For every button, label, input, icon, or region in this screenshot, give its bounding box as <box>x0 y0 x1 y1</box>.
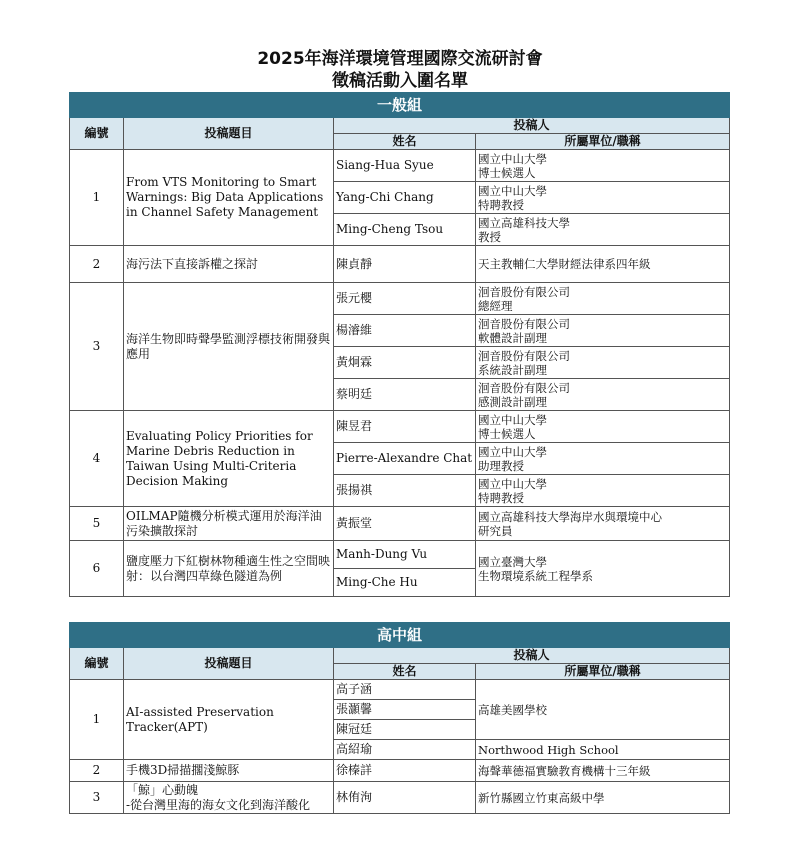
submitter-affiliation: 國立高雄科技大學海岸水與環境中心 研究員 <box>476 507 730 541</box>
entry-number: 1 <box>70 680 124 760</box>
submitter-affiliation: 國立中山大學 特聘教授 <box>476 182 730 214</box>
table-row <box>70 411 730 443</box>
submitter-name: 黃炯霖 <box>334 347 476 379</box>
submitter-affiliation: 國立中山大學 助理教授 <box>476 443 730 475</box>
entry-topic: AI-assisted Preservation Tracker(APT) <box>124 680 334 760</box>
header-no: 編號 <box>70 648 124 680</box>
entry-number: 3 <box>70 283 124 411</box>
submitter-name: Yang-Chi Chang <box>334 182 476 214</box>
table-row <box>70 150 730 182</box>
submitter-affiliation: 新竹縣國立竹東高級中學 <box>476 782 730 814</box>
page-title: 2025年海洋環境管理國際交流研討會 <box>257 49 543 69</box>
submitter-affiliation: 洄音股份有限公司 總經理 <box>476 283 730 315</box>
header-name: 姓名 <box>334 134 476 150</box>
submitter-affiliation: 國立臺灣大學 生物環境系統工程學系 <box>476 541 730 597</box>
submitter-name: Manh-Dung Vu <box>334 541 476 569</box>
entry-topic: 手機3D掃描擱淺鯨豚 <box>124 760 334 782</box>
submitter-affiliation: 洄音股份有限公司 系統設計副理 <box>476 347 730 379</box>
submitter-name: 張灝馨 <box>334 700 476 720</box>
table-row <box>70 760 730 782</box>
entry-number: 3 <box>70 782 124 814</box>
table-row <box>70 541 730 569</box>
submitter-affiliation: 國立中山大學 特聘教授 <box>476 475 730 507</box>
header-topic: 投稿題目 <box>124 648 334 680</box>
submitter-name: 徐榛詳 <box>334 760 476 782</box>
table-row <box>70 782 730 814</box>
submitter-name: 高紹瑜 <box>334 740 476 760</box>
section-title-highschool: 高中組 <box>70 623 730 648</box>
entry-number: 2 <box>70 760 124 782</box>
entry-number: 4 <box>70 411 124 507</box>
submitter-affiliation: 國立中山大學 博士候選人 <box>476 150 730 182</box>
header-name: 姓名 <box>334 664 476 680</box>
submitter-name: 高子涵 <box>334 680 476 700</box>
header-no: 編號 <box>70 118 124 150</box>
submitter-affiliation: 洄音股份有限公司 感測設計副理 <box>476 379 730 411</box>
table-row <box>70 680 730 700</box>
table-row <box>70 283 730 315</box>
header-submitter: 投稿人 <box>334 648 730 664</box>
header-affiliation: 所屬單位/職稱 <box>476 664 730 680</box>
general-group-table <box>69 92 730 597</box>
entry-topic: 海污法下直接訴權之探討 <box>124 246 334 283</box>
submitter-affiliation: 天主教輔仁大學財經法律系四年級 <box>476 246 730 283</box>
submitter-name: 陳貞靜 <box>334 246 476 283</box>
header-submitter: 投稿人 <box>334 118 730 134</box>
entry-topic: From VTS Monitoring to Smart Warnings: Big Data Applications in Channel Safety Management <box>124 150 334 246</box>
submitter-affiliation: 海聲華德福實驗教育機構十三年級 <box>476 760 730 782</box>
table-row <box>70 507 730 541</box>
entry-topic: 海洋生物即時聲學監測浮標技術開發與應用 <box>124 283 334 411</box>
entry-topic: OILMAP隨機分析模式運用於海洋油污染擴散探討 <box>124 507 334 541</box>
entry-number: 5 <box>70 507 124 541</box>
submitter-name: 蔡明廷 <box>334 379 476 411</box>
submitter-name: 黃振堂 <box>334 507 476 541</box>
entry-topic: 鹽度壓力下紅樹林物種適生性之空間映射：以台灣四草綠色隧道為例 <box>124 541 334 597</box>
submitter-name: 陳昱君 <box>334 411 476 443</box>
submitter-affiliation: Northwood High School <box>476 740 730 760</box>
submitter-name: 張揚祺 <box>334 475 476 507</box>
submitter-affiliation: 高雄美國學校 <box>476 680 730 740</box>
entry-number: 2 <box>70 246 124 283</box>
page-subtitle: 徵稿活動入圍名單 <box>332 71 468 91</box>
submitter-affiliation: 國立高雄科技大學 教授 <box>476 214 730 246</box>
entry-topic: 「鯨」心動魄 -從台灣里海的海女文化到海洋酸化 <box>124 782 334 814</box>
submitter-affiliation: 洄音股份有限公司 軟體設計副理 <box>476 315 730 347</box>
highschool-group-table <box>69 622 730 814</box>
entry-number: 1 <box>70 150 124 246</box>
submitter-name: 楊濬維 <box>334 315 476 347</box>
submitter-name: Ming-Che Hu <box>334 569 476 597</box>
submitter-affiliation: 國立中山大學 博士候選人 <box>476 411 730 443</box>
header-affiliation: 所屬單位/職稱 <box>476 134 730 150</box>
table-row <box>70 246 730 283</box>
header-topic: 投稿題目 <box>124 118 334 150</box>
section-title-general: 一般組 <box>70 93 730 118</box>
submitter-name: Siang-Hua Syue <box>334 150 476 182</box>
submitter-name: 張元櫻 <box>334 283 476 315</box>
submitter-name: Pierre-Alexandre Chat <box>334 443 476 475</box>
entry-topic: Evaluating Policy Priorities for Marine Debris Reduction in Taiwan Using Multi-Criteria Decision Making <box>124 411 334 507</box>
entry-number: 6 <box>70 541 124 597</box>
submitter-name: 陳冠廷 <box>334 720 476 740</box>
submitter-name: Ming-Cheng Tsou <box>334 214 476 246</box>
submitter-name: 林侑洵 <box>334 782 476 814</box>
